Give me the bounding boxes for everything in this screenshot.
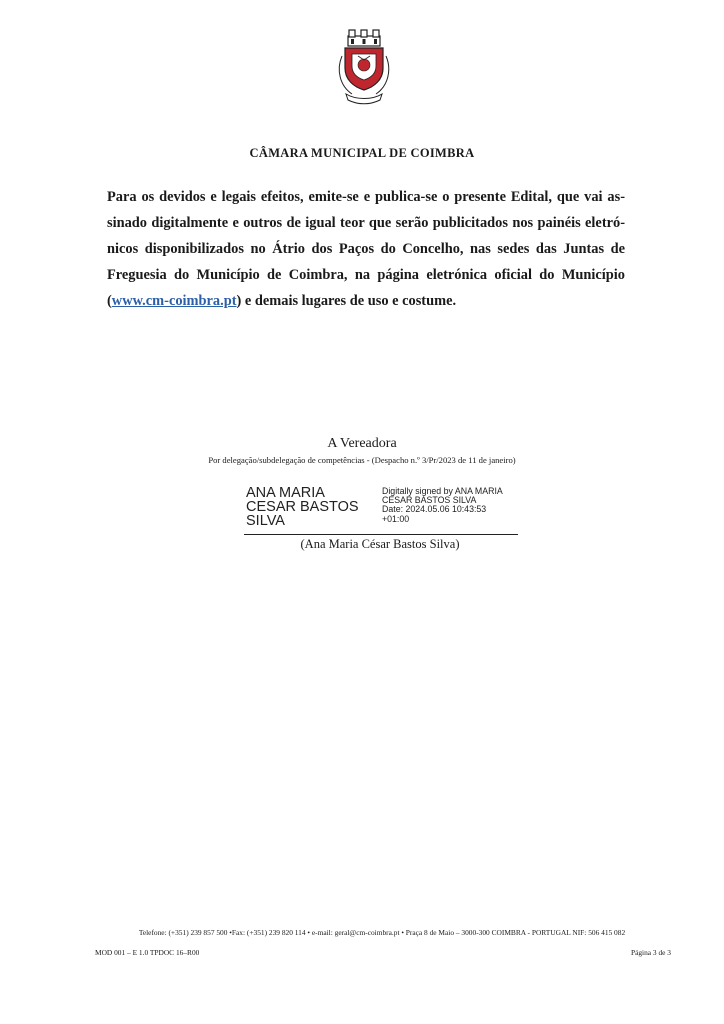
footer-form-code: MOD 001 – E 1.0 TPDOC 16–R00 <box>95 948 200 957</box>
digital-signature-details <box>382 487 503 524</box>
signature-line <box>244 534 518 535</box>
body-line: Freguesia do Município de Coimbra, na página eletrónica oficial do Município <box>107 267 625 283</box>
digital-signature-name <box>246 486 359 528</box>
signature-name-line: ANA MARIA <box>246 485 325 501</box>
signature-detail-line: CESAR BASTOS SILVA <box>382 495 477 506</box>
signer-name: (Ana Maria César Bastos Silva) <box>300 537 460 551</box>
body-line: nicos disponibilizados no Átrio dos Paços do Concelho, nas sedes das Juntas de <box>107 241 625 257</box>
body-line <box>107 288 625 314</box>
body-line-tail: ) e demais lugares de uso e costume. <box>236 293 457 309</box>
link-paren: ( <box>107 293 112 309</box>
website-link[interactable]: www.cm-coimbra.pt <box>111 293 237 309</box>
signature-name-line: CESAR BASTOS <box>246 499 359 515</box>
page-number: Página 3 de 3 <box>630 948 671 957</box>
signature-detail-line: +01:00 <box>382 513 410 524</box>
edital-body <box>107 184 625 314</box>
organization-name: CÂMARA MUNICIPAL DE COIMBRA <box>249 146 475 160</box>
signer-role: A Vereadora <box>327 436 397 451</box>
footer-contacts: Telefone: (+351) 239 857 500 •Fax: (+351) 239 820 114 • e-mail: geral@cm-coimbra.pt • Praça 8 de Maio – 3000-300 COIMBRA - PORTUGAL NIF: 506 415 082 <box>138 928 626 937</box>
body-line: sinado digitalmente e outros de igual teor que serão publicitados nos painéis eletró- <box>107 215 625 231</box>
coimbra-coat-of-arms-icon <box>332 26 396 106</box>
signature-detail-line: Date: 2024.05.06 10:43:53 <box>382 504 487 515</box>
signature-name-line: SILVA <box>246 513 285 529</box>
digital-signature <box>244 486 518 534</box>
signature-detail-line: Digitally signed by ANA MARIA <box>382 486 503 496</box>
delegation-note: Por delegação/subdelegação de competências - (Despacho n.º 3/Pr/2023 de 11 de janeiro) <box>208 455 516 465</box>
body-line: Para os devidos e legais efeitos, emite-se e publica-se o presente Edital, que vai as- <box>107 189 625 205</box>
